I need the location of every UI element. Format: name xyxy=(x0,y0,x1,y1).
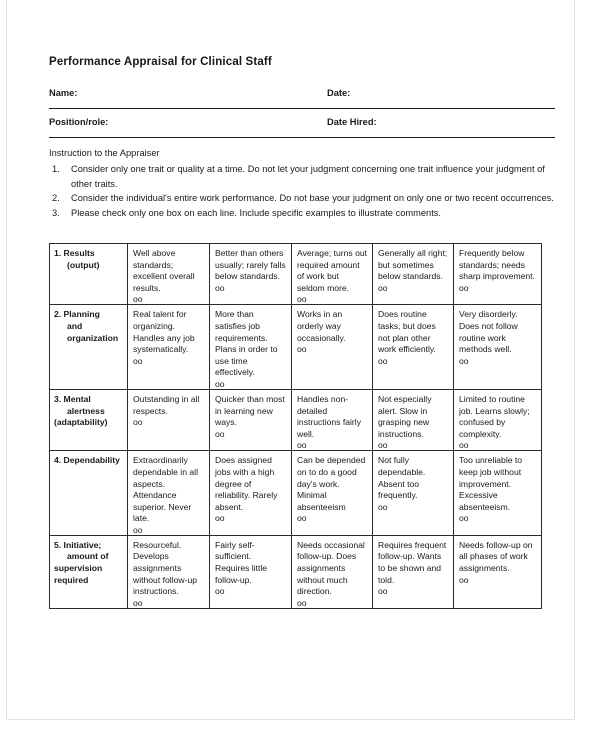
field-row-position-datehired xyxy=(49,117,555,138)
rating-cell[interactable] xyxy=(292,451,373,536)
document-page xyxy=(6,0,575,720)
rating-cell[interactable] xyxy=(454,389,542,450)
rating-cell[interactable] xyxy=(210,305,292,390)
trait-label-cell-3 xyxy=(50,389,128,450)
rating-checkbox-marker[interactable]: o o xyxy=(378,356,449,366)
field-row-name-date xyxy=(49,88,555,109)
page-title: Performance Appraisal for Clinical Staff xyxy=(49,56,272,68)
rating-checkbox-marker[interactable]: o o xyxy=(378,440,449,450)
rating-cell[interactable] xyxy=(210,535,292,608)
rating-text: Too unreliable to keep job without improvement. Excessive absenteeism. xyxy=(459,455,523,512)
rating-cell[interactable] xyxy=(454,535,542,608)
instruction-text: Consider the individual's entire work performance. Do not base your judgment on only one or two recent occurrences. xyxy=(71,193,554,204)
trait-line: alertness xyxy=(67,405,105,416)
table-row xyxy=(50,535,542,608)
rating-text: More than satisfies job requirements. Plans in order to use time effectively. xyxy=(215,309,278,378)
rating-cell[interactable] xyxy=(292,305,373,390)
rating-cell[interactable] xyxy=(454,305,542,390)
rating-checkbox-marker[interactable]: o o xyxy=(133,294,205,304)
rating-text: Needs occasional follow-up. Does assignments without much direction. xyxy=(297,539,365,597)
performance-rubric-table xyxy=(49,243,542,609)
rating-text: Limited to routine job. Learns slowly; confused by complexity. xyxy=(459,393,530,439)
rating-checkbox-marker[interactable]: o o xyxy=(215,283,287,293)
rating-checkbox-marker[interactable]: o o xyxy=(459,440,537,450)
rating-cell[interactable] xyxy=(128,389,210,450)
instruction-item xyxy=(49,191,555,206)
rating-text: Fairly self-sufficient. Requires little follow-up. xyxy=(215,539,268,585)
rating-text: Works in an orderly way occasionally. xyxy=(297,309,346,343)
rating-text: Does assigned jobs with a high degree of reliability. Rarely absent. xyxy=(215,455,278,512)
instruction-item xyxy=(49,162,555,191)
trait-line: 3. Mental xyxy=(54,393,91,404)
rating-cell[interactable] xyxy=(373,244,454,305)
rating-checkbox-marker[interactable]: o o xyxy=(215,379,287,389)
table-row xyxy=(50,305,542,390)
rating-text: Resourceful. Develops assignments without follow-up instructions. xyxy=(133,539,198,597)
trait-line: and xyxy=(67,320,83,331)
rating-cell[interactable] xyxy=(373,305,454,390)
trait-label-cell-1 xyxy=(50,244,128,305)
rating-checkbox-marker[interactable]: o o xyxy=(133,598,205,608)
instruction-text: Consider only one trait or quality at a time. Do not let your judgment concerning one trait influence your judgment of other traits. xyxy=(71,164,545,189)
instructions-heading: Instruction to the Appraiser xyxy=(49,148,160,158)
rating-cell[interactable] xyxy=(373,535,454,608)
table-row xyxy=(50,244,542,305)
rating-checkbox-marker[interactable]: o o xyxy=(133,525,205,535)
rating-text: Very disorderly. Does not follow routine work methods well. xyxy=(459,309,518,355)
rating-text: Well above standards; excellent overall results. xyxy=(133,248,195,293)
table-row xyxy=(50,389,542,450)
rating-checkbox-marker[interactable]: o o xyxy=(378,502,449,512)
rating-text: Better than others usually; rarely falls below standards. xyxy=(215,248,286,282)
table-row xyxy=(50,451,542,536)
trait-line: supervision xyxy=(54,563,103,574)
trait-line: (output) xyxy=(67,259,100,270)
instruction-number: 3. xyxy=(52,207,60,218)
rating-checkbox-marker[interactable]: o o xyxy=(459,283,537,293)
rating-cell[interactable] xyxy=(292,535,373,608)
rating-text: Generally all right; but sometimes below standards. xyxy=(378,248,448,282)
rating-checkbox-marker[interactable]: o o xyxy=(378,586,449,596)
rating-checkbox-marker[interactable]: o o xyxy=(459,356,537,366)
rating-checkbox-marker[interactable]: o o xyxy=(133,356,205,366)
rating-text: Quicker than most in learning new ways. xyxy=(215,393,285,428)
rating-text: Requires frequent follow-up. Wants to be shown and told. xyxy=(378,539,447,585)
trait-line: 2. Planning xyxy=(54,309,100,320)
trait-label-cell-4 xyxy=(50,451,128,536)
instructions-list xyxy=(49,162,555,220)
rating-checkbox-marker[interactable]: o o xyxy=(297,513,368,523)
rating-text: Can be depended on to do a good day's work. Minimal absenteeism xyxy=(297,455,366,512)
rating-cell[interactable] xyxy=(128,305,210,390)
rating-cell[interactable] xyxy=(210,451,292,536)
rating-text: Average; turns out required amount of work but seldom more. xyxy=(297,248,368,293)
rating-checkbox-marker[interactable]: o o xyxy=(133,417,205,427)
instruction-text: Please check only one box on each line. Include specific examples to illustrate comments. xyxy=(71,207,442,218)
rating-text: Outstanding in all respects. xyxy=(133,393,200,416)
rating-text: Needs follow-up on all phases of work assignments. xyxy=(459,539,533,574)
instruction-number: 2. xyxy=(52,193,60,204)
rating-cell[interactable] xyxy=(128,451,210,536)
rating-cell[interactable] xyxy=(128,244,210,305)
rating-text: Not fully dependable. Absent too frequently. xyxy=(378,455,426,501)
instruction-item xyxy=(49,206,555,221)
rating-checkbox-marker[interactable]: o o xyxy=(297,440,368,450)
rating-cell[interactable] xyxy=(128,535,210,608)
rating-text: Real talent for organizing. Handles any job systematically. xyxy=(133,309,195,355)
rating-checkbox-marker[interactable]: o o xyxy=(459,513,537,523)
trait-line: required xyxy=(54,574,89,585)
rating-cell[interactable] xyxy=(454,244,542,305)
trait-line: amount of xyxy=(67,551,109,562)
trait-label-cell-5 xyxy=(50,535,128,608)
rating-text: Frequently below standards; needs sharp improvement. xyxy=(459,248,535,282)
rating-checkbox-marker[interactable]: o o xyxy=(215,513,287,523)
trait-line: 1. Results xyxy=(54,248,95,258)
name-label: Name: xyxy=(49,88,78,98)
rating-text: Handles non-detailed instructions fairly well. xyxy=(297,393,361,439)
trait-label-cell-2 xyxy=(50,305,128,390)
position-role-label: Position/role: xyxy=(49,117,109,127)
trait-line: 5. Initiative; xyxy=(54,539,102,550)
rating-cell[interactable] xyxy=(292,389,373,450)
rating-text: Does routine tasks, but does not plan other work efficiently. xyxy=(378,309,436,355)
rating-checkbox-marker[interactable]: o o xyxy=(215,429,287,439)
rating-checkbox-marker[interactable]: o o xyxy=(215,586,287,596)
rating-checkbox-marker[interactable]: o o xyxy=(378,283,449,293)
trait-line: 4. Dependability xyxy=(54,455,120,466)
date-label: Date: xyxy=(327,88,351,98)
rating-cell[interactable] xyxy=(373,451,454,536)
trait-line: organization xyxy=(67,332,119,343)
instruction-number: 1. xyxy=(52,164,60,174)
rating-text: Extraordinarily dependable in all aspects. Attendance superior. Never late. xyxy=(133,455,198,524)
rating-cell[interactable] xyxy=(210,244,292,305)
rating-checkbox-marker[interactable]: o o xyxy=(459,575,537,585)
rating-checkbox-marker[interactable]: o o xyxy=(297,598,368,608)
rating-cell[interactable] xyxy=(292,244,373,305)
rating-cell[interactable] xyxy=(373,389,454,450)
trait-line: (adaptability) xyxy=(54,417,108,428)
page-content xyxy=(43,0,554,719)
rating-checkbox-marker[interactable]: o o xyxy=(297,294,368,304)
rating-cell[interactable] xyxy=(210,389,292,450)
rating-cell[interactable] xyxy=(454,451,542,536)
rating-checkbox-marker[interactable]: o o xyxy=(297,344,368,354)
date-hired-label: Date Hired: xyxy=(327,117,377,127)
rating-text: Not especially alert. Slow in grasping new instructions. xyxy=(378,393,432,439)
